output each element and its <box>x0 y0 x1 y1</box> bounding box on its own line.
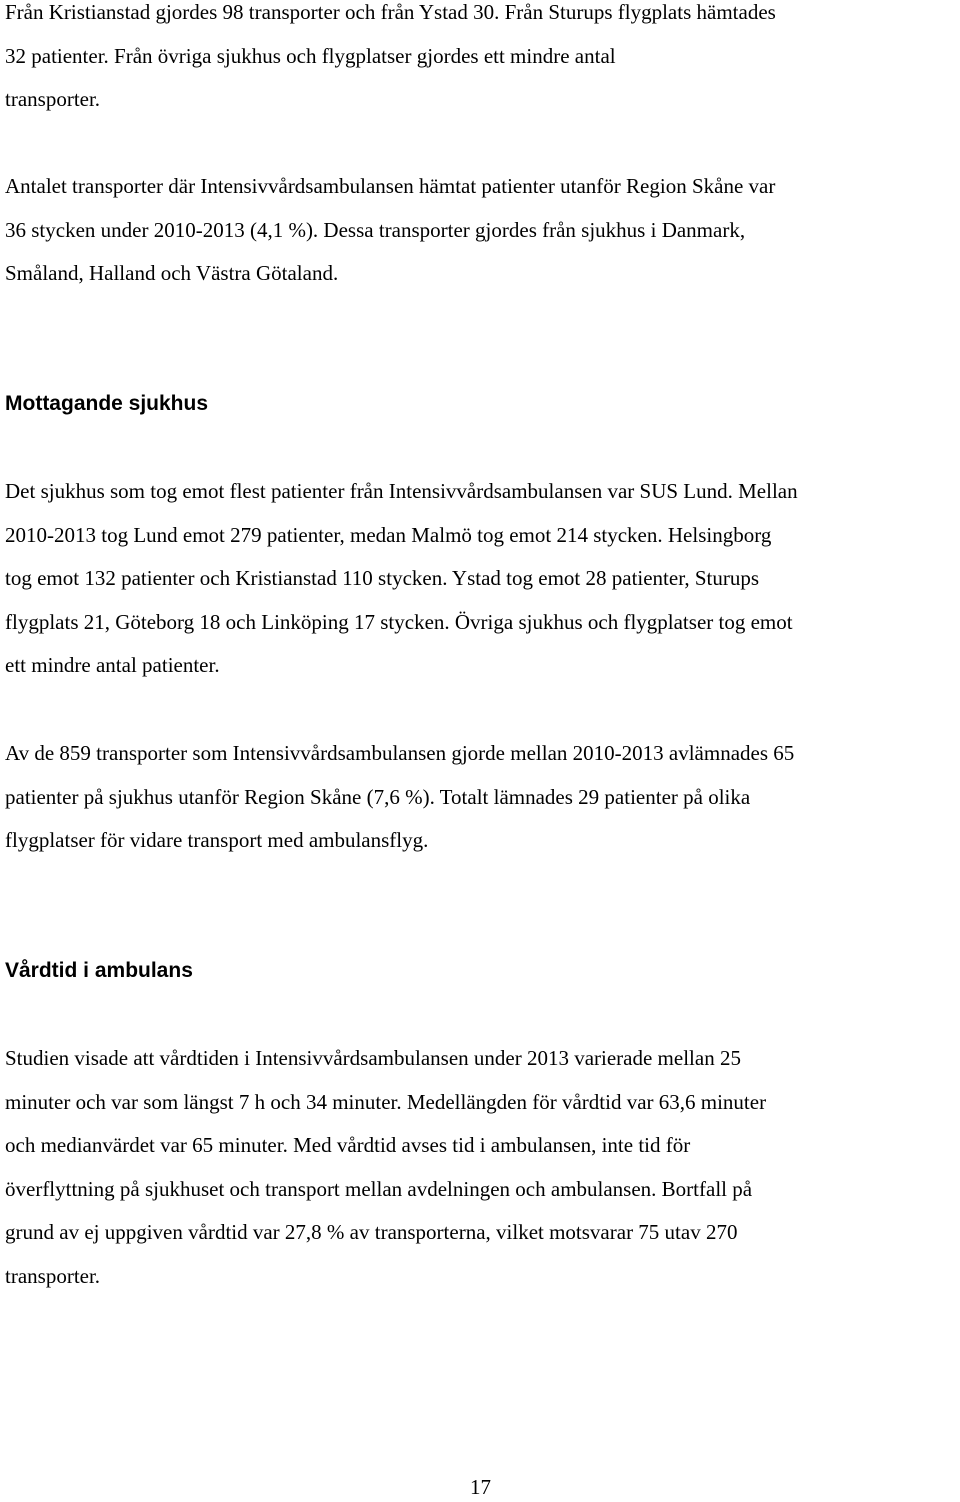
text-line: transporter. <box>5 1263 101 1288</box>
paragraph-care-time <box>5 1037 960 1298</box>
paragraph-outside-region <box>5 165 960 296</box>
text-line: ett mindre antal patienter. <box>5 653 220 677</box>
text-line: patienter på sjukhus utanför Region Skåne (7,6 %). Totalt lämnades 29 patienter på olika <box>5 784 751 809</box>
text-line: transporter. <box>5 87 101 111</box>
paragraph-drop-offs <box>5 732 960 863</box>
page-number: 17 <box>470 1475 491 1499</box>
text-line: Av de 859 transporter som Intensivvårdsambulansen gjorde mellan 2010-2013 avlämnades 65 <box>5 741 795 765</box>
text-line: minuter och var som längst 7 h och 34 minuter. Medellängden för vårdtid var 63,6 minuter <box>5 1089 767 1114</box>
text-line: grund av ej uppgiven vårdtid var 27,8 % av transporterna, vilket motsvarar 75 utav 270 <box>5 1220 738 1244</box>
text-line: 36 stycken under 2010-2013 (4,1 %). Dessa transporter gjordes från sjukhus i Danmark, <box>5 217 746 242</box>
section-heading-receiving-hospitals: Mottagande sjukhus <box>5 392 209 415</box>
text-line: tog emot 132 patienter och Kristianstad 110 stycken. Ystad tog emot 28 patienter, Sturups <box>5 566 760 590</box>
text-line: flygplats 21, Göteborg 18 och Linköping 17 stycken. Övriga sjukhus och flygplatser tog emot <box>5 609 793 634</box>
text-line: Antalet transporter där Intensivvårdsambulansen hämtat patienter utanför Region Skåne var <box>5 174 776 198</box>
paragraph-transports-origin <box>5 0 960 122</box>
section-heading-care-time: Vårdtid i ambulans <box>5 959 193 982</box>
text-line: 32 patienter. Från övriga sjukhus och flygplatser gjordes ett mindre antal <box>5 43 616 68</box>
text-line: Det sjukhus som tog emot flest patienter från Intensivvårdsambulansen var SUS Lund. Mellan <box>5 479 798 503</box>
text-line: Studien visade att vårdtiden i Intensivvårdsambulansen under 2013 varierade mellan 25 <box>5 1046 741 1070</box>
text-line: Från Kristianstad gjordes 98 transporter och från Ystad 30. Från Sturups flygplats hämtades <box>5 0 776 24</box>
text-line: Småland, Halland och Västra Götaland. <box>5 261 339 285</box>
paragraph-receiving-hospitals <box>5 470 960 688</box>
text-line: 2010-2013 tog Lund emot 279 patienter, medan Malmö tog emot 214 stycken. Helsingborg <box>5 522 772 547</box>
text-line: och medianvärdet var 65 minuter. Med vårdtid avses tid i ambulansen, inte tid för <box>5 1133 691 1157</box>
text-line: överflyttning på sjukhuset och transport mellan avdelningen och ambulansen. Bortfall på <box>5 1176 753 1201</box>
text-line: flygplatser för vidare transport med ambulansflyg. <box>5 828 429 852</box>
